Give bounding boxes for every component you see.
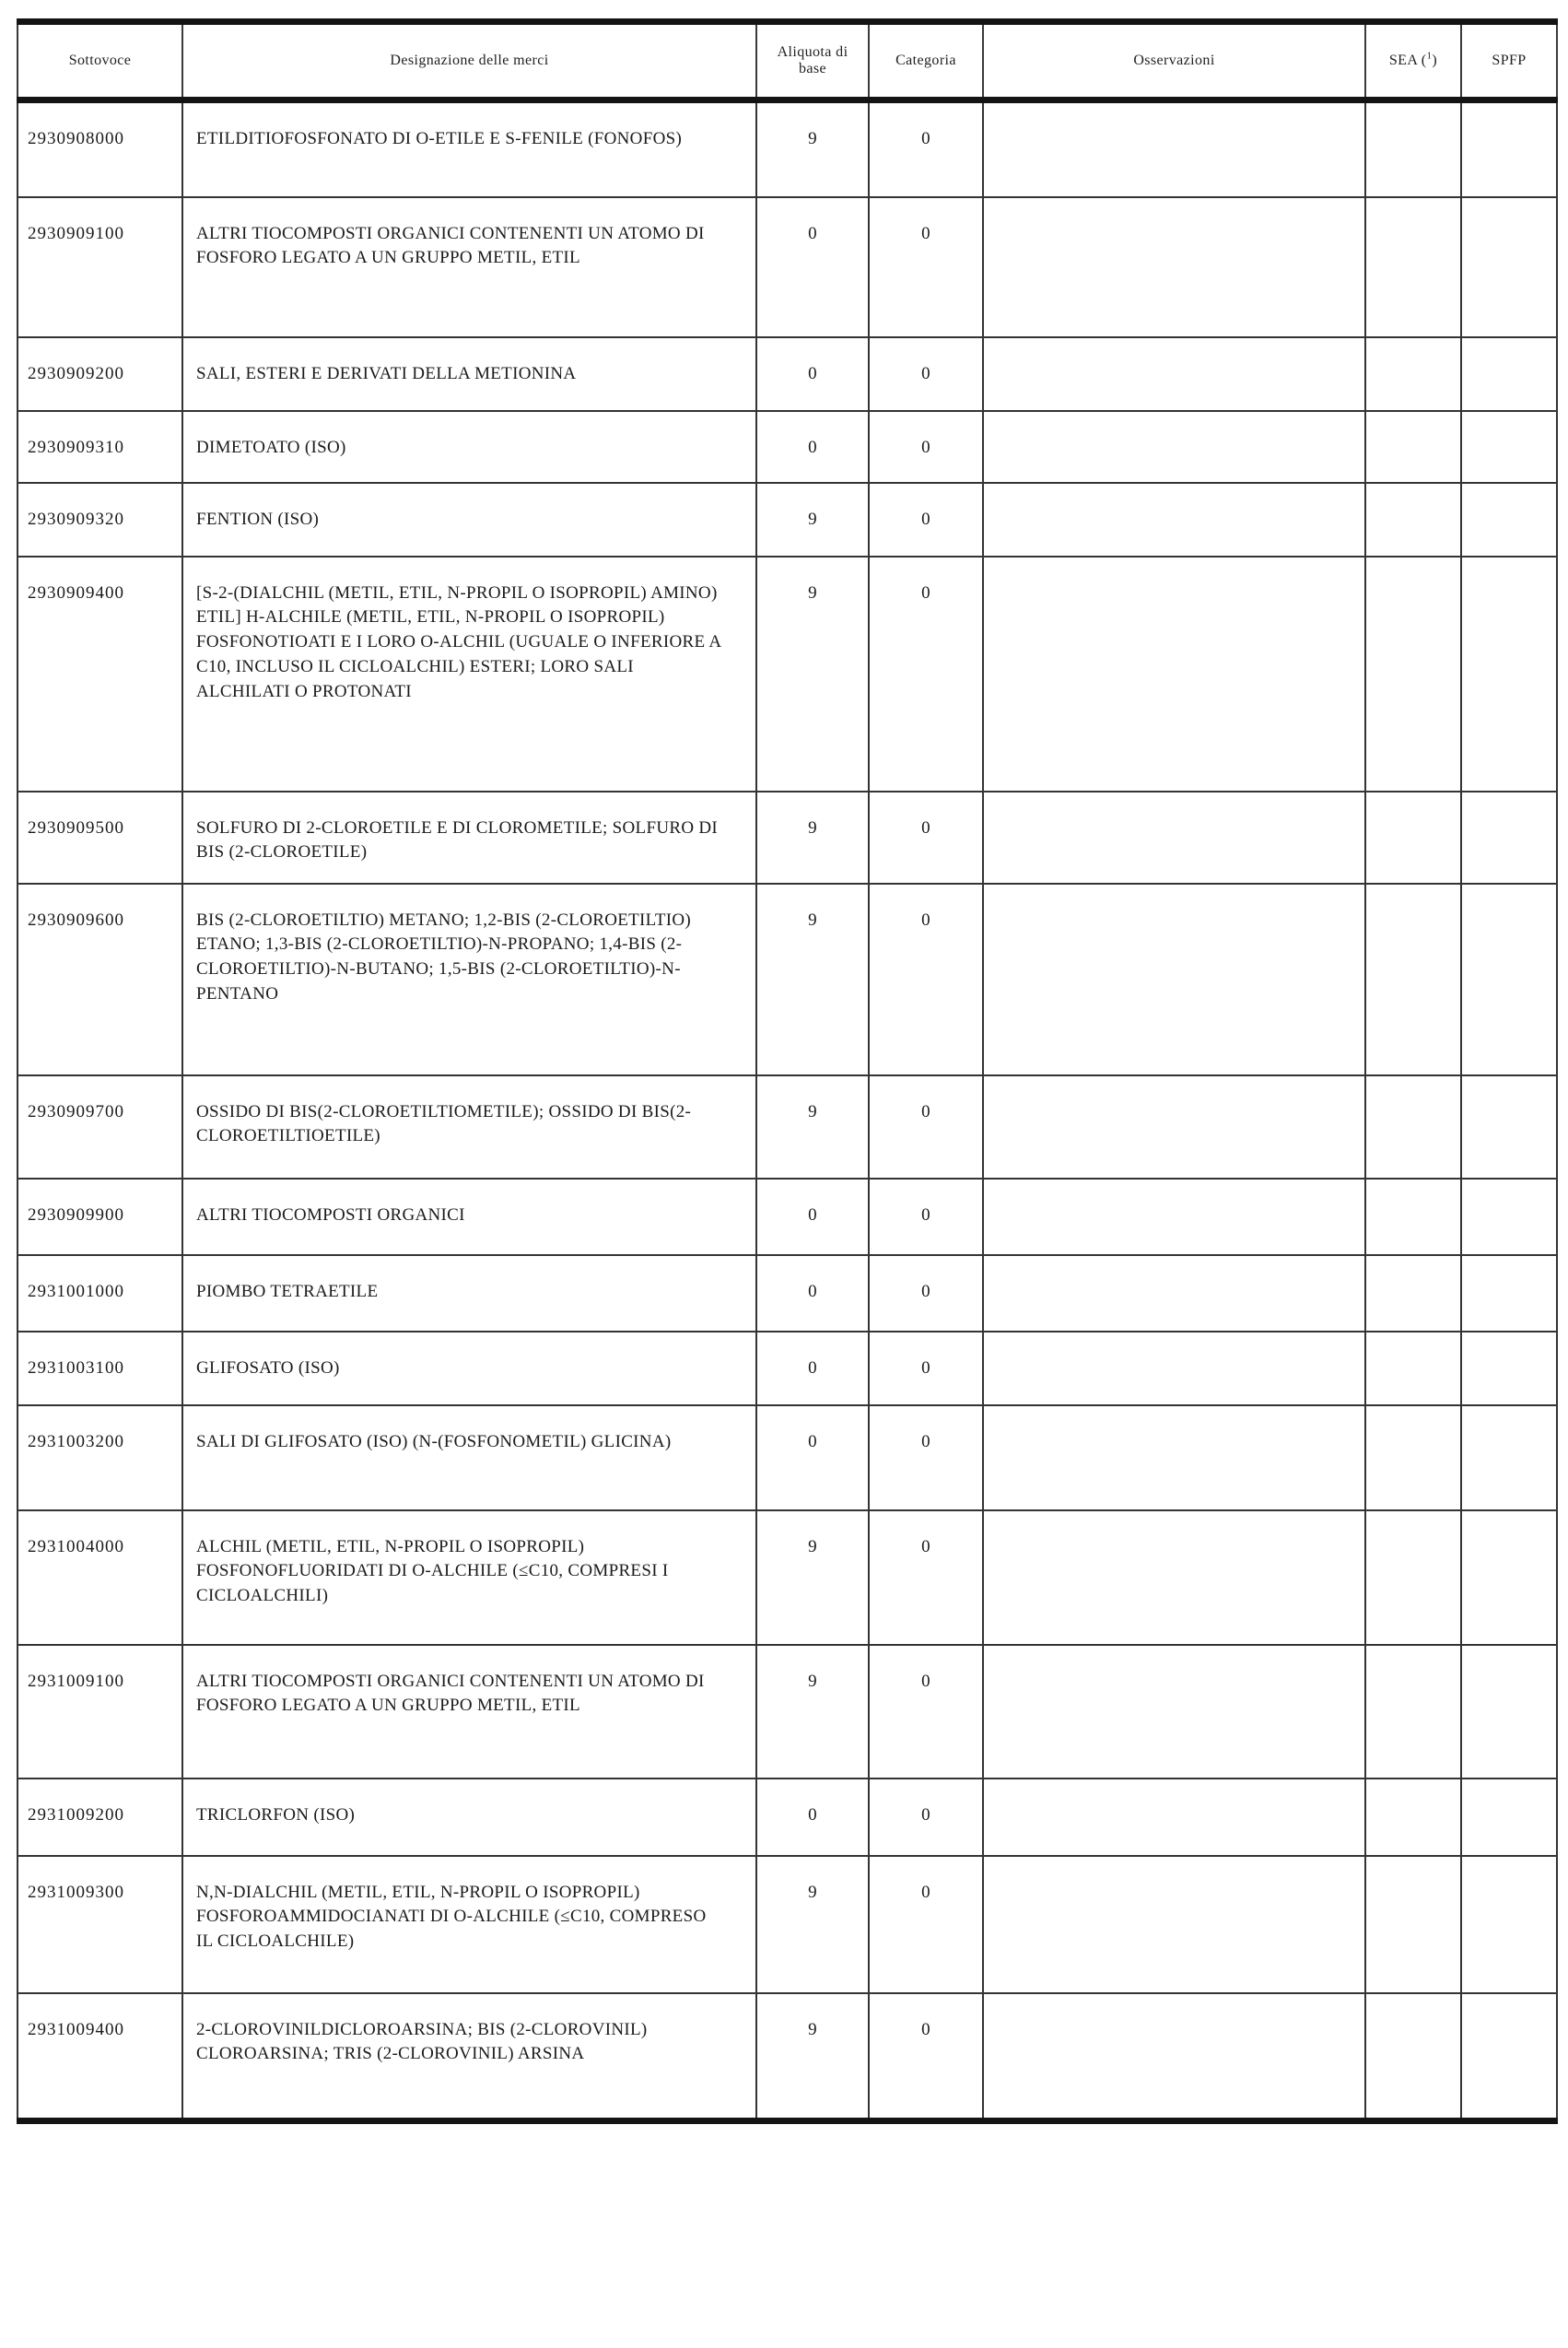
observations-cell (983, 884, 1365, 1075)
sea-cell (1365, 884, 1461, 1075)
spfp-cell (1461, 483, 1557, 557)
observations-cell (983, 792, 1365, 884)
header-designazione: Designazione delle merci (182, 22, 756, 100)
table-row (18, 1510, 1557, 1645)
table-row (18, 557, 1557, 792)
sea-cell (1365, 1179, 1461, 1255)
subheading-code-cell: 2931009300 (18, 1856, 182, 1993)
observations-cell (983, 1255, 1365, 1332)
base-rate-cell: 9 (756, 1856, 869, 1993)
sea-cell (1365, 1255, 1461, 1332)
header-sea (1365, 22, 1461, 100)
subheading-code-cell: 2931001000 (18, 1255, 182, 1332)
spfp-cell (1461, 1075, 1557, 1179)
spfp-cell (1461, 792, 1557, 884)
spfp-cell (1461, 411, 1557, 483)
observations-cell (983, 1779, 1365, 1856)
sea-cell (1365, 483, 1461, 557)
category-cell: 0 (869, 1332, 983, 1405)
subheading-code-cell: 2930908000 (18, 100, 182, 197)
subheading-code-cell: 2930909100 (18, 197, 182, 337)
category-cell: 0 (869, 1179, 983, 1255)
spfp-cell (1461, 1179, 1557, 1255)
sea-label-close: ) (1432, 53, 1438, 68)
header-spfp: SPFP (1461, 22, 1557, 100)
spfp-cell (1461, 1405, 1557, 1510)
table-row (18, 1075, 1557, 1179)
subheading-code-cell: 2931009200 (18, 1779, 182, 1856)
base-rate-cell: 9 (756, 1510, 869, 1645)
base-rate-cell: 0 (756, 1255, 869, 1332)
table-row (18, 100, 1557, 197)
sea-cell (1365, 337, 1461, 411)
observations-cell (983, 483, 1365, 557)
spfp-cell (1461, 884, 1557, 1075)
spfp-cell (1461, 1779, 1557, 1856)
table-row (18, 1332, 1557, 1405)
base-rate-cell: 9 (756, 1993, 869, 2121)
goods-description-cell: GLIFOSATO (ISO) (182, 1332, 756, 1405)
table-row (18, 337, 1557, 411)
sea-cell (1365, 1779, 1461, 1856)
observations-cell (983, 1405, 1365, 1510)
sea-cell (1365, 1993, 1461, 2121)
base-rate-cell: 9 (756, 792, 869, 884)
header-row (18, 22, 1557, 100)
table-body (18, 100, 1557, 2121)
sea-cell (1365, 1510, 1461, 1645)
subheading-code-cell: 2931003200 (18, 1405, 182, 1510)
base-rate-cell: 0 (756, 1179, 869, 1255)
header-aliquota-di-base: Aliquota di base (756, 22, 869, 100)
observations-cell (983, 1075, 1365, 1179)
goods-description-cell: SOLFURO DI 2-CLOROETILE E DI CLOROMETILE; SOLFURO DI BIS (2-CLOROETILE) (182, 792, 756, 884)
subheading-code-cell: 2930909200 (18, 337, 182, 411)
spfp-cell (1461, 197, 1557, 337)
category-cell: 0 (869, 557, 983, 792)
sea-cell (1365, 557, 1461, 792)
sea-cell (1365, 1405, 1461, 1510)
table-row (18, 1255, 1557, 1332)
goods-description-cell: N,N-DIALCHIL (METIL, ETIL, N-PROPIL O ISOPROPIL) FOSFOROAMMIDOCIANATI DI O-ALCHILE (≤C10, COMPRESO IL CICLOALCHILE) (182, 1856, 756, 1993)
table-row (18, 884, 1557, 1075)
table-row (18, 411, 1557, 483)
category-cell: 0 (869, 483, 983, 557)
observations-cell (983, 1510, 1365, 1645)
goods-description-cell: PIOMBO TETRAETILE (182, 1255, 756, 1332)
category-cell: 0 (869, 1255, 983, 1332)
observations-cell (983, 1645, 1365, 1779)
subheading-code-cell: 2930909600 (18, 884, 182, 1075)
subheading-code-cell: 2931004000 (18, 1510, 182, 1645)
base-rate-cell: 0 (756, 197, 869, 337)
subheading-code-cell: 2931009100 (18, 1645, 182, 1779)
subheading-code-cell: 2930909500 (18, 792, 182, 884)
table-row (18, 1179, 1557, 1255)
sea-cell (1365, 792, 1461, 884)
goods-description-cell: ALCHIL (METIL, ETIL, N-PROPIL O ISOPROPIL) FOSFONOFLUORIDATI DI O-ALCHILE (≤C10, COMPRESI I CICLOALCHILI) (182, 1510, 756, 1645)
header-osservazioni: Osservazioni (983, 22, 1365, 100)
tariff-table (17, 18, 1558, 2124)
category-cell: 0 (869, 884, 983, 1075)
category-cell: 0 (869, 411, 983, 483)
sea-cell (1365, 1075, 1461, 1179)
table-row (18, 197, 1557, 337)
header-categoria: Categoria (869, 22, 983, 100)
table-row (18, 1856, 1557, 1993)
observations-cell (983, 337, 1365, 411)
spfp-cell (1461, 1993, 1557, 2121)
category-cell: 0 (869, 1779, 983, 1856)
base-rate-cell: 0 (756, 1779, 869, 1856)
base-rate-cell: 9 (756, 100, 869, 197)
observations-cell (983, 411, 1365, 483)
observations-cell (983, 197, 1365, 337)
base-rate-cell: 0 (756, 411, 869, 483)
observations-cell (983, 100, 1365, 197)
subheading-code-cell: 2931009400 (18, 1993, 182, 2121)
goods-description-cell: [S-2-(DIALCHIL (METIL, ETIL, N-PROPIL O ISOPROPIL) AMINO) ETIL] H-ALCHILE (METIL, ETIL, N-PROPIL O ISOPROPIL) FOSFONOTIOATI E I LORO O-ALCHIL (UGUALE O INFERIORE A C10, INCLUSO IL CICLOALCHIL) ESTERI; LORO SALI ALCHILATI O PROTONATI (182, 557, 756, 792)
base-rate-cell: 9 (756, 1075, 869, 1179)
observations-cell (983, 1993, 1365, 2121)
observations-cell (983, 1179, 1365, 1255)
goods-description-cell: BIS (2-CLOROETILTIO) METANO; 1,2-BIS (2-CLOROETILTIO) ETANO; 1,3-BIS (2-CLOROETILTIO)-N-PROPANO; 1,4-BIS (2-CLOROETILTIO)-N-BUTANO; 1,5-BIS (2-CLOROETILTIO)-N-PENTANO (182, 884, 756, 1075)
table-row (18, 1645, 1557, 1779)
subheading-code-cell: 2930909900 (18, 1179, 182, 1255)
subheading-code-cell: 2930909310 (18, 411, 182, 483)
sea-cell (1365, 1856, 1461, 1993)
subheading-code-cell: 2930909700 (18, 1075, 182, 1179)
category-cell: 0 (869, 197, 983, 337)
goods-description-cell: ALTRI TIOCOMPOSTI ORGANICI CONTENENTI UN ATOMO DI FOSFORO LEGATO A UN GRUPPO METIL, ETIL (182, 197, 756, 337)
category-cell: 0 (869, 1075, 983, 1179)
base-rate-cell: 9 (756, 1645, 869, 1779)
goods-description-cell: ALTRI TIOCOMPOSTI ORGANICI CONTENENTI UN ATOMO DI FOSFORO LEGATO A UN GRUPPO METIL, ETIL (182, 1645, 756, 1779)
table-row (18, 792, 1557, 884)
sea-cell (1365, 197, 1461, 337)
spfp-cell (1461, 1255, 1557, 1332)
category-cell: 0 (869, 1510, 983, 1645)
sea-footnote-marker: 1 (1426, 50, 1433, 62)
spfp-cell (1461, 337, 1557, 411)
category-cell: 0 (869, 100, 983, 197)
sea-cell (1365, 411, 1461, 483)
header-sottovoce: Sottovoce (18, 22, 182, 100)
subheading-code-cell: 2931003100 (18, 1332, 182, 1405)
table-row (18, 483, 1557, 557)
sea-cell (1365, 100, 1461, 197)
goods-description-cell: DIMETOATO (ISO) (182, 411, 756, 483)
table-row (18, 1779, 1557, 1856)
base-rate-cell: 9 (756, 884, 869, 1075)
sea-cell (1365, 1332, 1461, 1405)
spfp-cell (1461, 1332, 1557, 1405)
category-cell: 0 (869, 1645, 983, 1779)
spfp-cell (1461, 1645, 1557, 1779)
sea-cell (1365, 1645, 1461, 1779)
category-cell: 0 (869, 1856, 983, 1993)
subheading-code-cell: 2930909400 (18, 557, 182, 792)
table-row (18, 1405, 1557, 1510)
category-cell: 0 (869, 1993, 983, 2121)
base-rate-cell: 0 (756, 337, 869, 411)
goods-description-cell: SALI DI GLIFOSATO (ISO) (N-(FOSFONOMETIL) GLICINA) (182, 1405, 756, 1510)
spfp-cell (1461, 557, 1557, 792)
sea-label: SEA ( (1388, 53, 1427, 68)
base-rate-cell: 9 (756, 557, 869, 792)
spfp-cell (1461, 100, 1557, 197)
goods-description-cell: ALTRI TIOCOMPOSTI ORGANICI (182, 1179, 756, 1255)
goods-description-cell: FENTION (ISO) (182, 483, 756, 557)
subheading-code-cell: 2930909320 (18, 483, 182, 557)
goods-description-cell: TRICLORFON (ISO) (182, 1779, 756, 1856)
category-cell: 0 (869, 337, 983, 411)
goods-description-cell: ETILDITIOFOSFONATO DI O-ETILE E S-FENILE (FONOFOS) (182, 100, 756, 197)
goods-description-cell: 2-CLOROVINILDICLOROARSINA; BIS (2-CLOROVINIL) CLOROARSINA; TRIS (2-CLOROVINIL) ARSINA (182, 1993, 756, 2121)
goods-description-cell: SALI, ESTERI E DERIVATI DELLA METIONINA (182, 337, 756, 411)
spfp-cell (1461, 1856, 1557, 1993)
base-rate-cell: 9 (756, 483, 869, 557)
observations-cell (983, 557, 1365, 792)
table-row (18, 1993, 1557, 2121)
base-rate-cell: 0 (756, 1332, 869, 1405)
observations-cell (983, 1332, 1365, 1405)
goods-description-cell: OSSIDO DI BIS(2-CLOROETILTIOMETILE); OSSIDO DI BIS(2-CLOROETILTIOETILE) (182, 1075, 756, 1179)
spfp-cell (1461, 1510, 1557, 1645)
category-cell: 0 (869, 792, 983, 884)
observations-cell (983, 1856, 1365, 1993)
base-rate-cell: 0 (756, 1405, 869, 1510)
category-cell: 0 (869, 1405, 983, 1510)
